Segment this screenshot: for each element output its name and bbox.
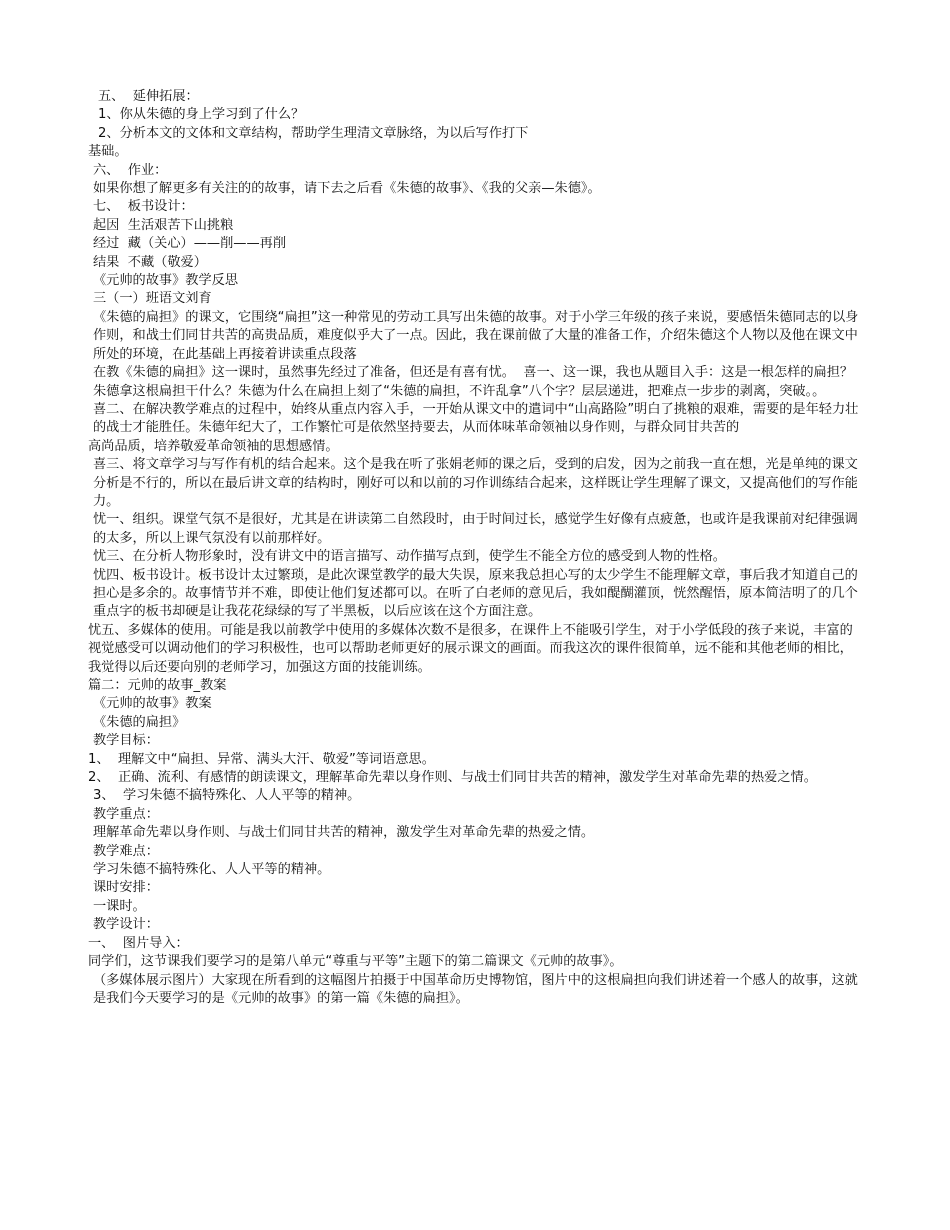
paragraph: 忧四、板书设计。板书设计太过繁琐，是此次课堂教学的最大失误，原来我总担心写的太少学生不能理解文章，事后我才知道自己的担心是多余的。故事情节并不难，即使让他们复述都可以。在听了白老师的意见后，我如醍醐灌顶，恍然醒悟，原本简洁明了的几个重点字的板书却硬是让我花花绿绿的写了半黑板，以后应该在这个方面注意。 (93, 567, 858, 620)
text-line: 结果 不藏（敬爱） (93, 254, 207, 270)
text-line: 教学设计： (93, 917, 159, 933)
text-line: 2、分析本文的文体和文章结构，帮助学生理清文章脉络，为以后写作打下 (98, 125, 529, 141)
text-line: 基础。 (88, 144, 128, 160)
paragraph: 忧五、多媒体的使用。可能是我以前教学中使用的多媒体次数不是很多，在课件上不能吸引学生，对于小学低段的孩子来说，丰富的视觉感受可以调动他们的学习积极性，也可以帮助老师更好的展示课文的画面。而我这次的课件很简单，远不能和其他老师的相比，我觉得以后还要向别的老师学习，加强这方面的技能训练。 (88, 622, 853, 675)
paragraph: 喜三、将文章学习与写作有机的结合起来。这个是我在听了张娟老师的课之后，受到的启发，因为之前我一直在想，光是单纯的课文分析是不行的，所以在最后讲文章的结构时，刚好可以和以前的习作训练结合起来，这样既让学生理解了课文，又提高他们的写作能力。 (93, 457, 858, 509)
text-line: 起因 生活艰苦下山挑粮 (93, 217, 234, 233)
reflection-title: 《元帅的故事》教学反思 (93, 273, 239, 289)
text-line: 经过 藏（关心）——削——再削 (93, 236, 287, 252)
paragraph: （多媒体展示图片）大家现在所看到的这幅图片拍摄于中国革命历史博物馆，图片中的这根扁担向我们讲述着一个感人的故事，这就是我们今天要学习的是《元帅的故事》的第一篇《朱德的扁担》。 (93, 972, 858, 1006)
text-line: 高尚品质，培养敬爱革命领袖的思想感情。 (88, 438, 339, 454)
paragraph: 在教《朱德的扁担》这一课时，虽然事先经过了准备，但还是有喜有忧。 喜一、这一课，我也从题目入手：这是一根怎样的扁担？朱德拿这根扁担干什么？朱德为什么在扁担上刻了“朱德的扁担，不许乱拿”八个字？层层递进，把难点一步步的剥离，突破。。 (93, 365, 854, 399)
paragraph: 《朱德的扁担》的课文，它围绕“扁担”这一种常见的劳动工具写出朱德的故事。对于小学三年级的孩子来说，要感悟朱德同志的以身作则，和战士们同甘共苦的高贵品质，难度似乎大了一点。因此，我在课前做了大量的准备工作，介绍朱德这个人物以及他在课文中所处的环境，在此基础上再接着讲读重点段落 (93, 309, 859, 362)
paragraph: 喜二、在解决教学难点的过程中，始终从重点内容入手，一开始从课文中的遣词中“山高路险”明白了挑粮的艰难，需要的是年轻力壮的战士才能胜任。朱德年纪大了，工作繁忙可是依然坚持要去，从而体味革命领袖以身作则，与群众同甘共苦的 (93, 401, 859, 436)
text-line: 3、 学习朱德不搞特殊化、人人平等的精神。 (93, 788, 361, 804)
text-line: 1、你从朱德的身上学习到了什么？ (98, 107, 305, 123)
author-line: 三（一）班语文刘育 (93, 291, 212, 307)
text-line: 课时安排： (93, 880, 159, 896)
text-line: 教学重点： (93, 806, 159, 822)
text-line: 一、 图片导入： (88, 935, 189, 951)
text-line: 如果你想了解更多有关注的的故事，请下去之后看《朱德的故事》、《我的父亲—朱德》。 (93, 181, 601, 197)
paragraph: 忧一、组织。课堂气氛不是很好，尤其是在讲读第二自然段时，由于时间过长，感觉学生好像有点疲惫，也或许是我课前对纪律强调的太多，所以上课气氛没有以前那样好。 (93, 512, 858, 546)
text-line: 1、 理解文中“扁担、异常、满头大汗、敬爱”等词语意思。 (88, 751, 435, 767)
text-line: 理解革命先辈以身作则、与战士们同甘共苦的精神，激发学生对革命先辈的热爱之情。 (93, 825, 595, 841)
paragraph: 2、 正确、流利、有感情的朗读课文，理解革命先辈以身作则、与战士们同甘共苦的精神，激发学生对革命先辈的热爱之情。 (88, 770, 817, 786)
text-line: 学习朱德不搞特殊化、人人平等的精神。 (93, 862, 331, 878)
paragraph: 忧三、在分析人物形象时，没有讲文中的语言描写、动作描写点到，使学生不能全方位的感受到人物的性格。 (93, 549, 726, 565)
section-heading-homework: 六、 作业： (93, 162, 168, 178)
paragraph: 同学们，这节课我们要学习的是第八单元“尊重与平等”主题下的第二篇课文《元帅的故事》。 (88, 954, 623, 970)
section-heading-extension: 五、 延伸拓展： (98, 89, 199, 104)
document-page (88, 88, 860, 1008)
text-line: 《元帅的故事》教案 (93, 696, 212, 712)
text-line: 教学目标： (93, 733, 159, 749)
section-heading-board-design: 七、 板书设计： (93, 199, 194, 215)
text-line: 教学难点： (93, 843, 159, 859)
text-line: 《朱德的扁担》 (93, 714, 186, 730)
section-heading-part-two: 篇二：元帅的故事_教案 (88, 678, 227, 693)
text-line: 一课时。 (93, 898, 146, 914)
